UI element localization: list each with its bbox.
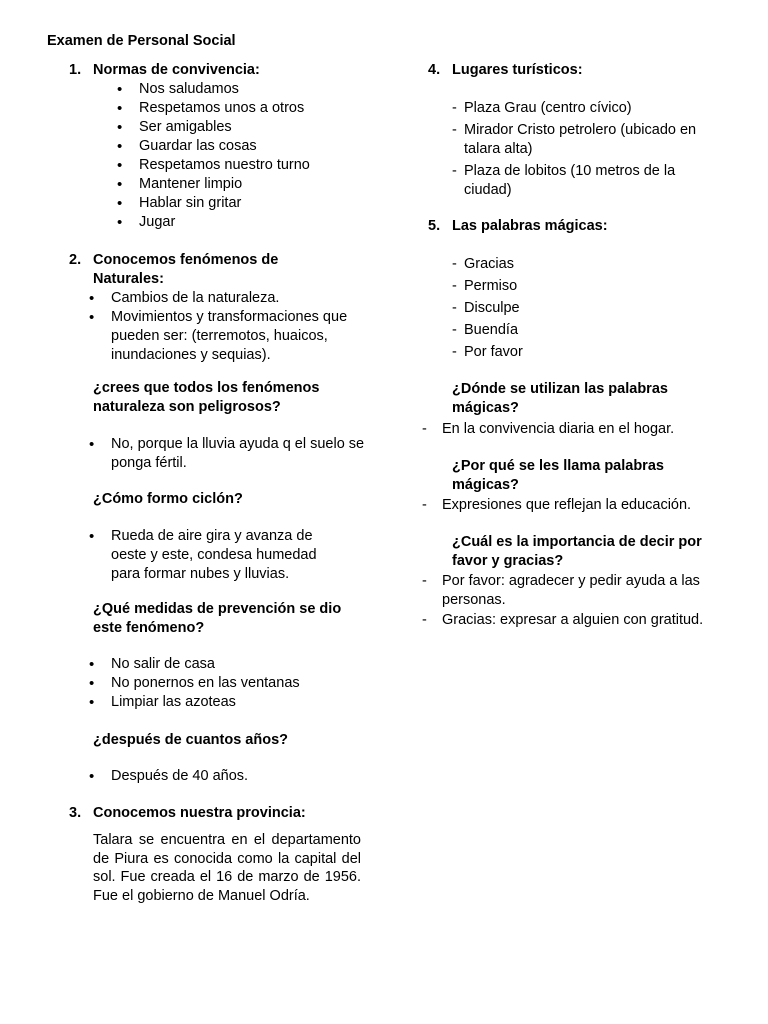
section-4-number: 4.	[428, 62, 441, 78]
list-item: • No salir de casa	[111, 655, 361, 674]
page-title: Examen de Personal Social	[47, 33, 236, 49]
list-item: • Jugar	[139, 213, 379, 232]
question-despues-anos: ¿después de cuantos años?	[93, 732, 288, 748]
answer-por-que-palabras	[442, 496, 742, 518]
question-ciclon: ¿Cómo formo ciclón?	[93, 491, 243, 507]
list-item: - Expresiones que reflejan la educación.	[442, 496, 742, 515]
question-donde-palabras: ¿Dónde se utilizan las palabras mágicas?	[452, 381, 668, 416]
section-2-number: 2.	[69, 252, 82, 268]
section-2-list	[111, 289, 361, 365]
section-3-heading: Conocemos nuestra provincia:	[93, 805, 306, 821]
section-3-number: 3.	[69, 805, 82, 821]
answer-donde-palabras	[442, 420, 742, 442]
section-1-number: 1.	[69, 62, 82, 78]
list-item: - Gracias	[464, 255, 714, 274]
question-por-que-palabras: ¿Por qué se les llama palabras mágicas?	[452, 458, 664, 493]
section-1-heading: Normas de convivencia:	[93, 62, 260, 78]
list-item: • No, porque la lluvia ayuda q el suelo se ponga fértil.	[111, 435, 366, 473]
list-item: • Mantener limpio	[139, 175, 379, 194]
question-fenomenos-peligrosos: ¿crees que todos los fenómenos naturaleza son peligrosos?	[93, 380, 320, 415]
section-5-number: 5.	[428, 218, 441, 234]
list-item: - En la convivencia diaria en el hogar.	[442, 420, 742, 439]
list-item: • Nos saludamos	[139, 80, 379, 99]
list-item: - Buendía	[464, 321, 714, 340]
list-item: • Cambios de la naturaleza.	[111, 289, 361, 308]
list-item: • Hablar sin gritar	[139, 194, 379, 213]
section-1-list	[139, 80, 379, 232]
answer-ciclon	[111, 527, 346, 584]
list-item: - Gracias: expresar a alguien con gratitud.	[442, 611, 732, 630]
list-item: - Permiso	[464, 277, 714, 296]
answer-medidas-prevencion	[111, 655, 361, 712]
list-item: • Ser amigables	[139, 118, 379, 137]
list-item: - Plaza Grau (centro cívico)	[464, 99, 724, 118]
list-item: • No ponernos en las ventanas	[111, 674, 361, 693]
list-item: • Rueda de aire gira y avanza de oeste y este, condesa humedad para formar nubes y lluvias.	[111, 527, 346, 584]
list-item: - Por favor: agradecer y pedir ayuda a las personas.	[442, 572, 732, 610]
list-item: - Disculpe	[464, 299, 714, 318]
section-5-list	[464, 255, 714, 365]
list-item: - Plaza de lobitos (10 metros de la ciudad)	[464, 162, 724, 200]
list-item: - Por favor	[464, 343, 714, 362]
list-item: • Respetamos nuestro turno	[139, 156, 379, 175]
section-4-heading: Lugares turísticos:	[452, 62, 583, 78]
list-item: - Mirador Cristo petrolero (ubicado en talara alta)	[464, 121, 724, 159]
question-medidas-prevencion: ¿Qué medidas de prevención se dio este fenómeno?	[93, 601, 342, 636]
list-item: • Guardar las cosas	[139, 137, 379, 156]
answer-despues-anos	[111, 767, 361, 786]
section-4-list	[464, 99, 724, 203]
question-importancia: ¿Cuál es la importancia de decir por favor y gracias?	[452, 534, 702, 569]
list-item: • Movimientos y transformaciones que pueden ser: (terremotos, huaicos, inundaciones y sequias).	[111, 308, 361, 365]
answer-fenomenos-peligrosos	[111, 435, 366, 473]
section-2-heading: Conocemos fenómenos de Naturales:	[93, 252, 279, 287]
list-item: • Limpiar las azoteas	[111, 693, 361, 712]
answer-importancia	[442, 572, 732, 633]
section-5-heading: Las palabras mágicas:	[452, 218, 608, 234]
section-3-paragraph: Talara se encuentra en el departamento de Piura es conocida como la capital del sol. Fue creada el 16 de marzo de 1956. Fue el gobierno de Manuel Odría.	[93, 832, 361, 904]
list-item: • Respetamos unos a otros	[139, 99, 379, 118]
list-item: • Después de 40 años.	[111, 767, 361, 786]
